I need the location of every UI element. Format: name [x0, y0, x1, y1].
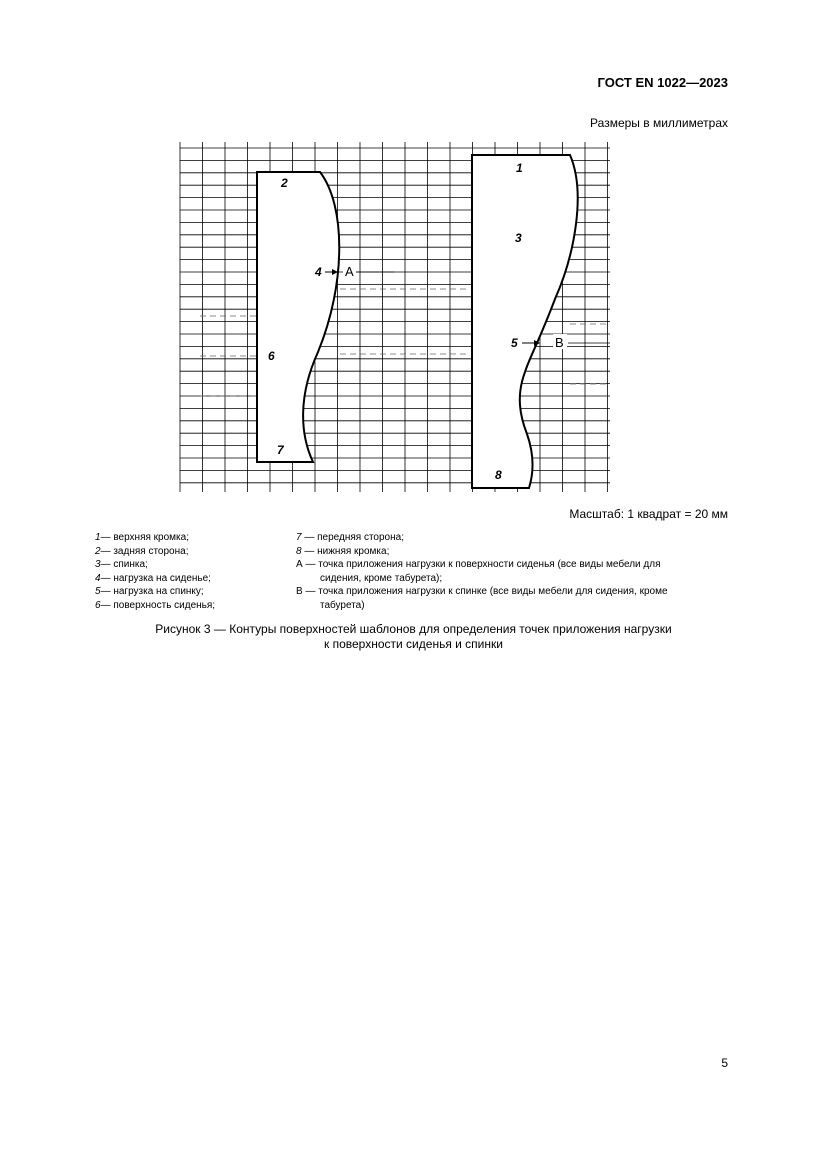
legend-left: [95, 531, 215, 612]
template-contours-figure: [170, 134, 620, 501]
legend-item: 6 — поверхность сиденья;: [95, 599, 216, 611]
legend-item: 5 — нагрузка на спинку;: [95, 586, 204, 597]
label-6: 6: [268, 349, 275, 363]
page-number: 5: [721, 1056, 728, 1070]
point-b-label: B: [555, 335, 564, 350]
seat-template-contour: [257, 172, 339, 462]
label-2: 2: [281, 176, 288, 190]
units-note: Размеры в миллиметрах: [590, 116, 728, 130]
caption-line-2: к поверхности сиденья и спинки: [324, 637, 503, 651]
document-header: ГОСТ EN 1022—2023: [597, 75, 728, 90]
label-4: 4: [315, 265, 322, 279]
legend-right: [296, 531, 696, 612]
legend-item: 1 — верхняя кромка;: [95, 532, 189, 543]
label-5: 5: [511, 336, 518, 350]
legend-item: 3 — спинка;: [95, 559, 148, 570]
legend-item: 8 — нижняя кромка;: [296, 545, 390, 557]
scale-note: Масштаб: 1 квадрат = 20 мм: [569, 507, 728, 521]
legend-item: 4 — нагрузка на сиденье;: [95, 572, 211, 584]
label-7: 7: [277, 443, 284, 457]
label-1: 1: [516, 161, 523, 175]
label-8: 8: [495, 468, 502, 482]
legend-item: А — точка приложения нагрузки к поверхности сиденья (все виды мебели для сидения, кроме табурета);: [296, 559, 661, 584]
legend-item: В — точка приложения нагрузки к спинке (все виды мебели для сидения, кроме табурета): [296, 586, 668, 611]
figure-caption: [0, 622, 827, 652]
label-3: 3: [515, 231, 522, 245]
grid-drawing: [170, 134, 620, 496]
legend-item: 7 — передняя сторона;: [296, 532, 404, 543]
caption-line-1: Рисунок 3 — Контуры поверхностей шаблонов для определения точек приложения нагрузки: [155, 622, 672, 636]
point-a-label: A: [345, 264, 354, 279]
legend-item: 2 — задняя сторона;: [95, 545, 189, 557]
